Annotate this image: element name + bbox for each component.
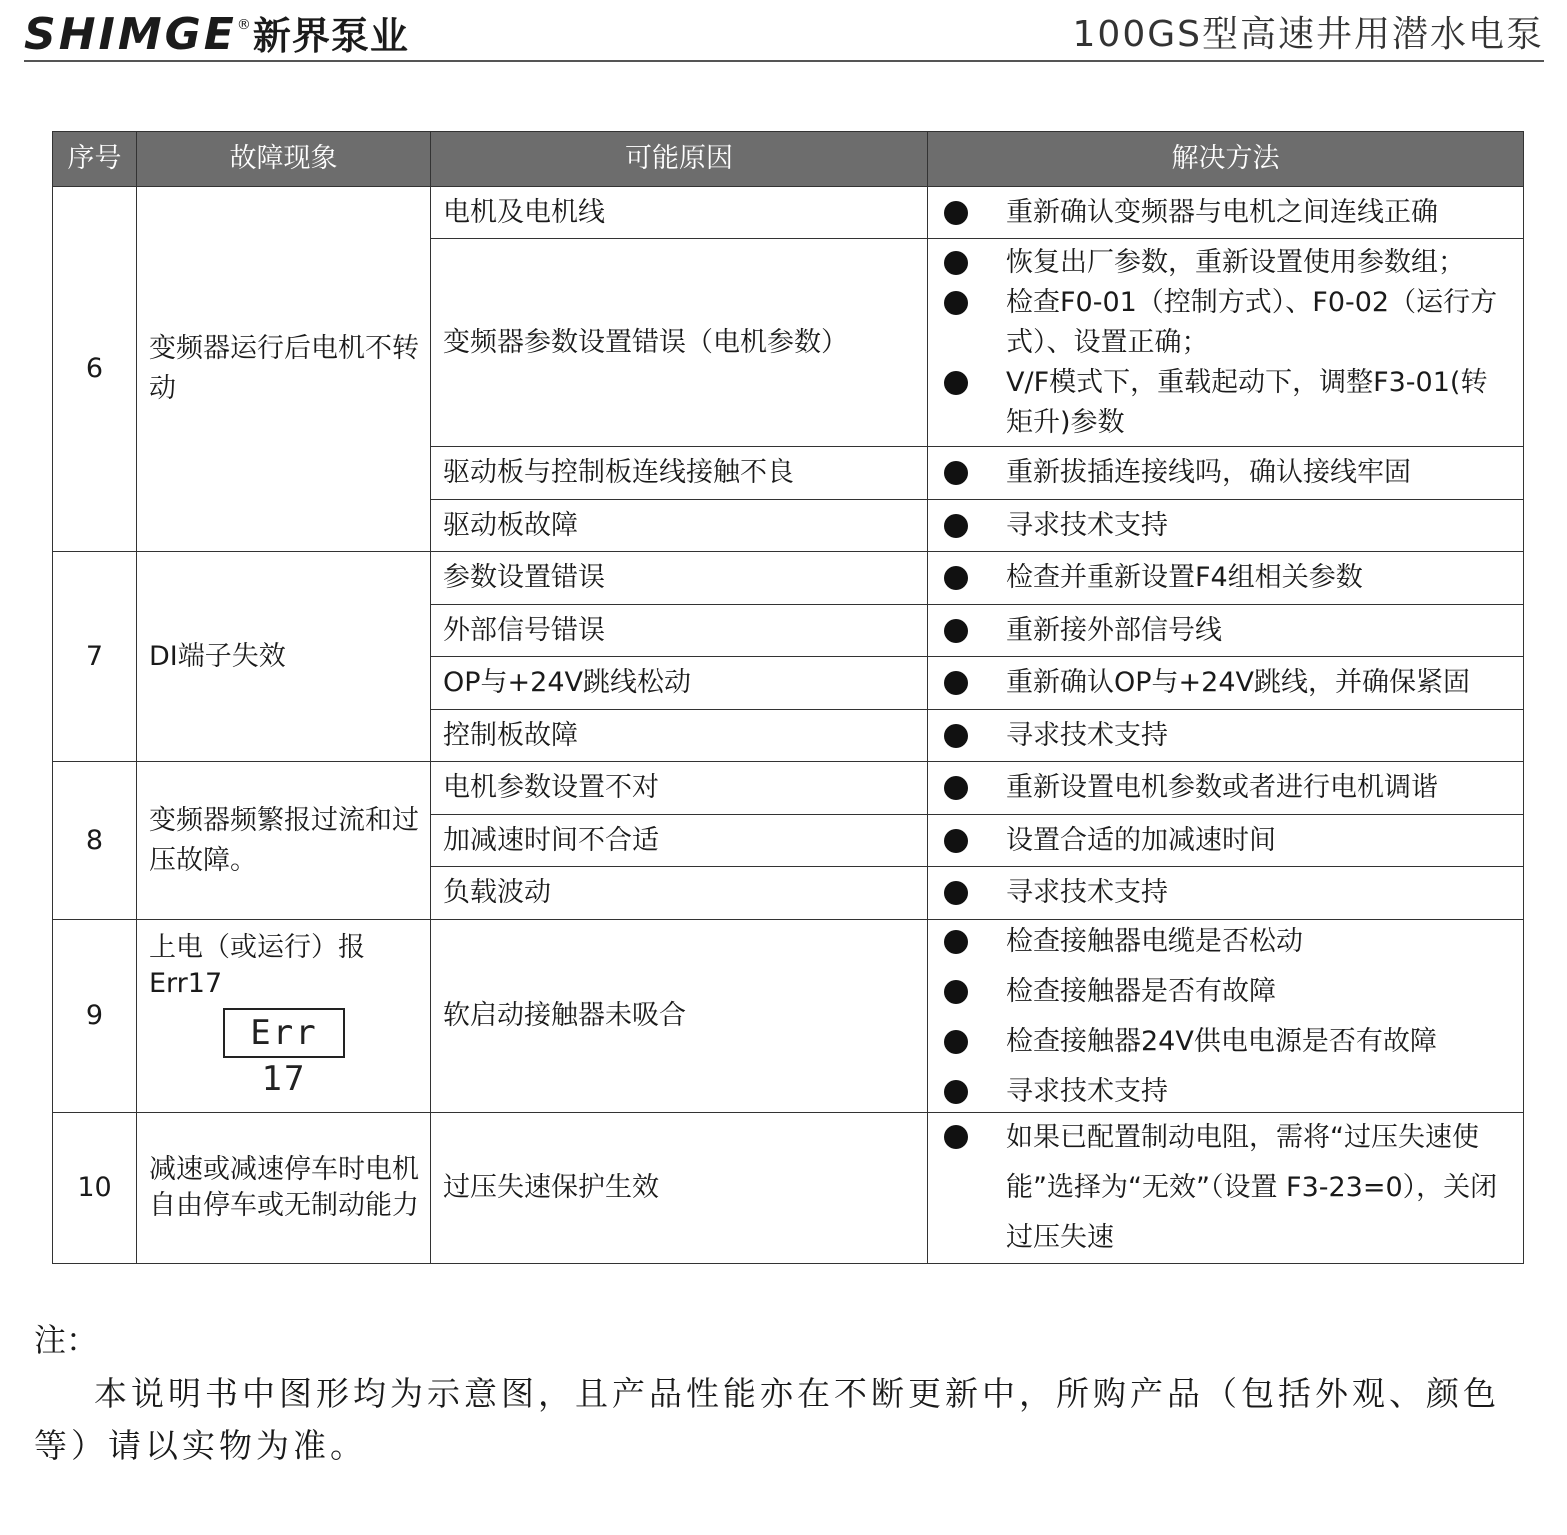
bullet-icon bbox=[944, 881, 968, 905]
bullet-icon bbox=[944, 930, 968, 954]
solution-cell bbox=[928, 657, 1524, 710]
possible-cause: OP与+24V跳线松动 bbox=[431, 657, 928, 710]
solution-text: 重新拔插连接线吗，确认接线牢固 bbox=[1006, 457, 1411, 488]
brand-name-cn: 新界泵业 bbox=[252, 14, 409, 58]
solution-cell bbox=[928, 710, 1524, 762]
bullet-icon bbox=[944, 291, 968, 315]
solution-item bbox=[944, 283, 1511, 363]
solution-text: 检查接触器24V供电电源是否有故障 bbox=[1006, 1026, 1437, 1057]
fault-phenomenon: 减速或减速停车时电机自由停车或无制动能力 bbox=[137, 1113, 431, 1264]
bullet-icon bbox=[944, 1125, 968, 1149]
possible-cause: 负载波动 bbox=[431, 867, 928, 920]
bullet-icon bbox=[944, 461, 968, 485]
solution-text: 设置合适的加减速时间 bbox=[1006, 824, 1276, 856]
solution-item bbox=[944, 243, 1511, 283]
fault-phenomenon: 变频器频繁报过流和过压故障。 bbox=[137, 762, 431, 920]
solution-cell bbox=[928, 815, 1524, 867]
solution-text: 检查接触器电缆是否松动 bbox=[1006, 926, 1303, 957]
solution-item bbox=[944, 1113, 1511, 1263]
table-row bbox=[53, 187, 1524, 239]
row-index: 8 bbox=[53, 762, 137, 920]
error-code-display: Err 17 bbox=[223, 1008, 345, 1058]
table-header-row bbox=[53, 132, 1524, 187]
solution-text: V/F模式下，重载起动下，调整F3-01(转矩升)参数 bbox=[1006, 366, 1488, 438]
solution-item bbox=[944, 558, 1511, 598]
bullet-icon bbox=[944, 514, 968, 538]
possible-cause: 加减速时间不合适 bbox=[431, 815, 928, 867]
brand-logo bbox=[24, 10, 409, 61]
solution-item bbox=[944, 873, 1511, 913]
solution-cell bbox=[928, 187, 1524, 239]
solution-cell bbox=[928, 500, 1524, 552]
solution-item bbox=[944, 1072, 1511, 1112]
header-phenomenon: 故障现象 bbox=[137, 132, 431, 187]
header-cause: 可能原因 bbox=[431, 132, 928, 187]
fault-phenomenon-cell bbox=[137, 920, 431, 1113]
solution-item bbox=[944, 716, 1511, 756]
brand-name-en: SHIMGE bbox=[24, 9, 237, 60]
solution-text: 寻求技术支持 bbox=[1006, 1076, 1168, 1107]
possible-cause: 电机及电机线 bbox=[431, 187, 928, 239]
possible-cause: 软启动接触器未吸合 bbox=[431, 920, 928, 1113]
solution-text: 寻求技术支持 bbox=[1006, 509, 1168, 541]
fault-phenomenon: DI端子失效 bbox=[137, 552, 431, 762]
bullet-icon bbox=[944, 1030, 968, 1054]
solution-item bbox=[944, 453, 1511, 493]
bullet-icon bbox=[944, 619, 968, 643]
solution-text: 检查接触器是否有故障 bbox=[1006, 976, 1276, 1007]
registered-mark: ® bbox=[236, 17, 251, 33]
solution-cell bbox=[928, 762, 1524, 815]
table-row bbox=[53, 1113, 1524, 1264]
table-row bbox=[53, 762, 1524, 815]
bullet-icon bbox=[944, 776, 968, 800]
solution-text: 重新确认变频器与电机之间连线正确 bbox=[1006, 196, 1438, 228]
solution-item bbox=[944, 363, 1511, 443]
header-index: 序号 bbox=[53, 132, 137, 187]
solution-cell bbox=[928, 239, 1524, 447]
fault-table bbox=[52, 131, 1524, 1264]
header-solution: 解决方法 bbox=[928, 132, 1524, 187]
bullet-icon bbox=[944, 201, 968, 225]
solution-item bbox=[944, 972, 1511, 1012]
possible-cause: 外部信号错误 bbox=[431, 605, 928, 657]
solution-cell bbox=[928, 447, 1524, 500]
table-row bbox=[53, 552, 1524, 605]
bullet-icon bbox=[944, 724, 968, 748]
bullet-icon bbox=[944, 566, 968, 590]
row-index: 9 bbox=[53, 920, 137, 1113]
solution-item bbox=[944, 768, 1511, 808]
solution-item bbox=[944, 821, 1511, 861]
row-index: 7 bbox=[53, 552, 137, 762]
fault-phenomenon: 变频器运行后电机不转动 bbox=[137, 187, 431, 552]
possible-cause: 控制板故障 bbox=[431, 710, 928, 762]
solution-text: 重新确认OP与+24V跳线，并确保紧固 bbox=[1006, 667, 1470, 698]
note-text: 本说明书中图形均为示意图，且产品性能亦在不断更新中，所购产品（包括外观、颜色等）请以实物为准。 bbox=[34, 1374, 1500, 1465]
bullet-icon bbox=[944, 671, 968, 695]
possible-cause: 电机参数设置不对 bbox=[431, 762, 928, 815]
possible-cause: 参数设置错误 bbox=[431, 552, 928, 605]
solution-text: 恢复出厂参数，重新设置使用参数组； bbox=[1006, 246, 1465, 278]
footnote bbox=[34, 1318, 1534, 1472]
bullet-icon bbox=[944, 371, 968, 395]
solution-text: 检查并重新设置F4组相关参数 bbox=[1006, 562, 1363, 593]
possible-cause: 驱动板与控制板连线接触不良 bbox=[431, 447, 928, 500]
possible-cause: 过压失速保护生效 bbox=[431, 1113, 928, 1264]
solution-item bbox=[944, 611, 1511, 651]
solution-item bbox=[944, 1022, 1511, 1062]
possible-cause: 变频器参数设置错误（电机参数） bbox=[431, 239, 928, 447]
possible-cause: 驱动板故障 bbox=[431, 500, 928, 552]
bullet-icon bbox=[944, 980, 968, 1004]
bullet-icon bbox=[944, 829, 968, 853]
solution-item bbox=[944, 193, 1511, 233]
header-divider bbox=[24, 60, 1544, 62]
solution-text: 重新设置电机参数或者进行电机调谐 bbox=[1006, 772, 1438, 803]
solution-text: 寻求技术支持 bbox=[1006, 877, 1168, 908]
solution-cell bbox=[928, 605, 1524, 657]
row-index: 6 bbox=[53, 187, 137, 552]
solution-item bbox=[944, 506, 1511, 546]
solution-text: 重新接外部信号线 bbox=[1006, 614, 1222, 646]
solution-cell bbox=[928, 867, 1524, 920]
table-row bbox=[53, 920, 1524, 1113]
solution-cell bbox=[928, 920, 1524, 1113]
note-label: 注： bbox=[34, 1321, 99, 1359]
bullet-icon bbox=[944, 1080, 968, 1104]
solution-text: 检查F0-01（控制方式）、F0-02（运行方式）、设置正确； bbox=[1006, 286, 1498, 358]
solution-text: 寻求技术支持 bbox=[1006, 719, 1168, 751]
solution-cell bbox=[928, 552, 1524, 605]
fault-phenomenon: 上电（或运行）报Err17 bbox=[149, 932, 365, 999]
page-header bbox=[24, 8, 1544, 62]
row-index: 10 bbox=[53, 1113, 137, 1264]
bullet-icon bbox=[944, 251, 968, 275]
document-title: 100GS型高速井用潜水电泵 bbox=[1072, 14, 1544, 55]
solution-cell bbox=[928, 1113, 1524, 1264]
solution-text: 如果已配置制动电阻，需将“过压失速使能”选择为“无效”（设置 F3-23=0），关闭过压失速 bbox=[1006, 1122, 1498, 1253]
solution-item bbox=[944, 663, 1511, 703]
solution-item bbox=[944, 922, 1511, 962]
